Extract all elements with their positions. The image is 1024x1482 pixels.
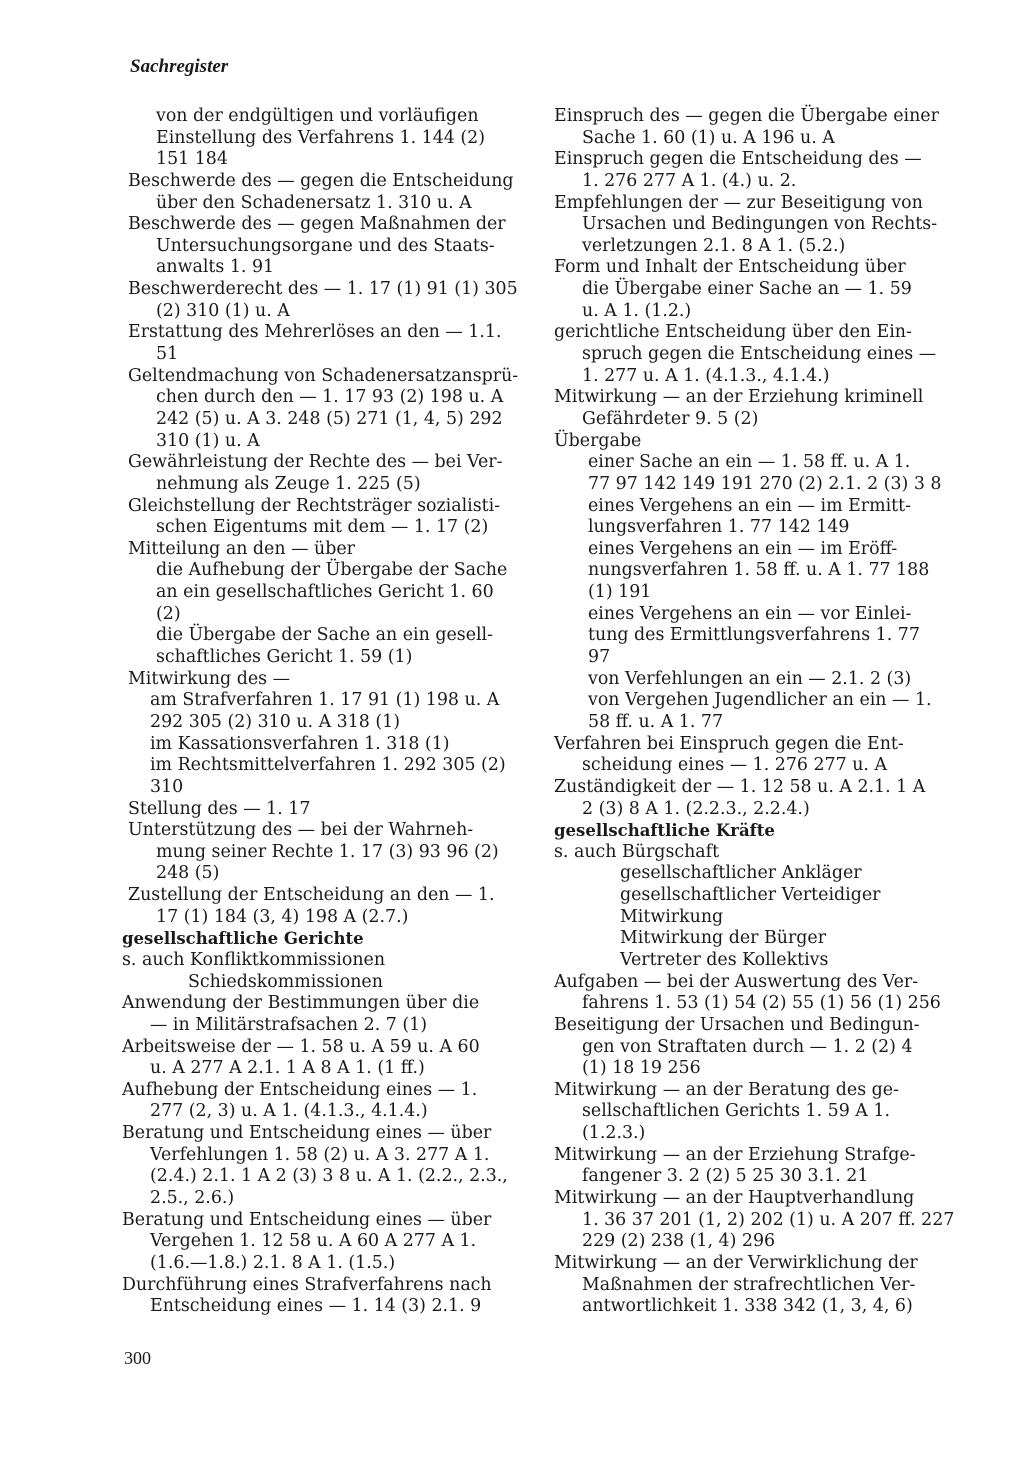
index-line: Aufhebung der Entscheidung eines — 1. [122,1079,478,1100]
running-header: Sachregister [130,56,229,77]
index-line: 2 (3) 8 A 1. (2.2.3., 2.2.4.) [582,798,810,819]
index-line: am Strafverfahren 1. 17 91 (1) 198 u. A [150,690,500,711]
index-line: Durchführung eines Strafverfahrens nach [122,1274,492,1295]
index-line: Maßnahmen der strafrechtlichen Ver- [582,1274,916,1295]
index-line: 2.5., 2.6.) [150,1188,235,1209]
index-line: 277 (2, 3) u. A 1. (4.1.3., 4.1.4.) [150,1101,428,1122]
index-line: Beschwerde des — gegen die Entscheidung [128,170,514,191]
index-line: Empfehlungen der — zur Beseitigung von [554,192,923,213]
index-line: anwalts 1. 91 [156,257,275,278]
index-line: s. auch Konfliktkommissionen [122,949,386,970]
index-line: 51 [156,344,179,365]
index-line: Mitwirkung — an der Hauptverhandlung [554,1188,915,1209]
index-line: Einspruch des — gegen die Übergabe einer [554,106,939,126]
index-line: 1. 36 37 201 (1, 2) 202 (1) u. A 207 ff. 227 [582,1209,955,1230]
index-line: 97 [588,647,611,668]
index-line: Mitwirkung der Bürger [620,928,827,949]
index-line: 248 (5) [156,863,220,884]
index-line: chen durch den — 1. 17 93 (2) 198 u. A [156,387,504,408]
index-line: gesellschaftlicher Verteidiger [620,885,881,906]
index-line: 151 184 [156,149,228,170]
index-line: Gleichstellung der Rechtsträger sozialisti- [128,495,501,516]
index-line: sellschaftlichen Gerichts 1. 59 A 1. [582,1101,890,1122]
index-line: Zustellung der Entscheidung an den — 1. [128,885,495,906]
index-line: Mitwirkung [620,906,724,927]
index-line: die Aufhebung der Übergabe der Sache [156,560,508,581]
index-line: Einstellung des Verfahrens 1. 144 (2) [156,127,486,148]
index-line: spruch gegen die Entscheidung eines — [582,344,937,365]
index-line: (2) 310 (1) u. A [156,300,290,321]
index-line: tung des Ermittlungsverfahrens 1. 77 [588,625,920,646]
index-line: fangener 3. 2 (2) 5 25 30 3.1. 21 [582,1166,869,1187]
index-line: scheidung eines — 1. 276 277 u. A [582,755,888,776]
index-line: Beschwerde des — gegen Maßnahmen der [128,214,506,235]
index-line: 292 305 (2) 310 u. A 318 (1) [150,711,401,732]
page-number: 300 [124,1348,151,1368]
index-line: Gefährdeter 9. 5 (2) [582,408,759,429]
index-line: Arbeitsweise der — 1. 58 u. A 59 u. A 60 [122,1036,480,1057]
index-line: Zuständigkeit der — 1. 12 58 u. A 2.1. 1 A [554,776,926,797]
index-line: (1) 18 19 256 [582,1058,701,1079]
index-line: Vergehen 1. 12 58 u. A 60 A 277 A 1. [150,1231,477,1252]
index-line: über den Schadenersatz 1. 310 u. A [156,192,472,213]
index-line: eines Vergehens an ein — im Ermitt- [588,495,912,516]
index-line: Vertreter des Kollektivs [620,949,829,970]
index-line: Verfehlungen 1. 58 (2) u. A 3. 277 A 1. [150,1144,490,1165]
index-line: (2) [156,603,181,624]
index-line: im Rechtsmittelverfahren 1. 292 305 (2) [150,755,506,776]
index-line: von der endgültigen und vorläufigen [156,106,479,126]
index-line: 77 97 142 149 191 270 (2) 2.1. 2 (3) 3 8 [588,473,942,494]
index-line: eines Vergehens an ein — im Eröff- [588,538,898,559]
index-line: Verfahren bei Einspruch gegen die Ent- [554,733,904,754]
index-line: nungsverfahren 1. 58 ff. u. A 1. 77 188 [588,560,930,581]
index-line: mung seiner Rechte 1. 17 (3) 93 96 (2) [156,841,499,862]
index-line: — in Militärstrafsachen 2. 7 (1) [150,1014,428,1035]
index-line: eines Vergehens an ein — vor Einlei- [588,603,912,624]
index-line: Mitwirkung — an der Beratung des ge- [554,1079,899,1100]
index-line: nehmung als Zeuge 1. 225 (5) [156,473,421,494]
index-line: Beseitigung der Ursachen und Bedingun- [554,1014,920,1035]
index-line: Entscheidung eines — 1. 14 (3) 2.1. 9 [150,1296,482,1317]
index-line: die Übergabe der Sache an ein gesell- [156,625,493,646]
index-line: Mitteilung an den — über [128,538,355,559]
index-line: 242 (5) u. A 3. 248 (5) 271 (1, 4, 5) 292 [156,408,503,429]
index-line: 310 [150,776,184,797]
index-line: u. A 1. (1.2.) [582,300,692,321]
index-line: Einspruch gegen die Entscheidung des — [554,149,922,170]
index-line: Erstattung des Mehrerlöses an den — 1.1. [128,322,502,343]
index-line: schen Eigentums mit dem — 1. 17 (2) [156,517,489,538]
index-line: gesellschaftliche Kräfte [554,821,775,841]
index-line: Beratung und Entscheidung eines — über [122,1123,492,1144]
index-line: Anwendung der Bestimmungen über die [122,993,480,1014]
index-line: Untersuchungsorgane und des Staats- [156,235,495,256]
right-column [554,106,970,1318]
index-line: Beschwerderecht des — 1. 17 (1) 91 (1) 305 [128,279,518,300]
index-line: (2.4.) 2.1. 1 A 2 (3) 3 8 u. A 1. (2.2., 2.3., [150,1166,508,1187]
index-line: s. auch Bürgschaft [554,841,720,862]
index-line: im Kassationsverfahren 1. 318 (1) [150,733,450,754]
index-line: gesellschaftliche Gerichte [122,929,364,949]
index-line: Unterstützung des — bei der Wahrneh- [128,820,474,841]
index-line: schaftliches Gericht 1. 59 (1) [156,647,413,668]
index-line: (1) 191 [588,582,652,603]
index-line: (1.2.3.) [582,1123,646,1144]
index-line: 58 ff. u. A 1. 77 [588,711,724,732]
index-line: gen von Straftaten durch — 1. 2 (2) 4 [582,1036,913,1057]
index-line: Sache 1. 60 (1) u. A 196 u. A [582,127,835,148]
index-line: Mitwirkung — an der Verwirklichung der [554,1252,918,1273]
index-line: (1.6.—1.8.) 2.1. 8 A 1. (1.5.) [150,1252,396,1273]
index-line: Schiedskommissionen [188,971,383,992]
index-line: fahrens 1. 53 (1) 54 (2) 55 (1) 56 (1) 256 [582,993,941,1014]
index-line: Mitwirkung des — [128,668,290,689]
index-line: von Verfehlungen an ein — 2.1. 2 (3) [588,668,912,689]
left-column [122,106,542,1318]
index-line: lungsverfahren 1. 77 142 149 [588,517,850,538]
index-line: antwortlichkeit 1. 338 342 (1, 3, 4, 6) [582,1296,913,1317]
index-line: Beratung und Entscheidung eines — über [122,1209,492,1230]
index-line: Mitwirkung — an der Erziehung kriminell [554,387,924,408]
index-line: an ein gesellschaftliches Gericht 1. 60 [156,582,494,603]
index-line: Stellung des — 1. 17 [128,798,311,819]
index-line: Geltendmachung von Schadenersatzansprü- [128,365,519,386]
index-line: verletzungen 2.1. 8 A 1. (5.2.) [582,235,846,256]
index-line: Ursachen und Bedingungen von Rechts- [582,214,938,235]
index-line: gesellschaftlicher Ankläger [620,863,862,884]
index-line: 17 (1) 184 (3, 4) 198 A (2.7.) [156,906,409,927]
index-line: Form und Inhalt der Entscheidung über [554,257,906,278]
index-line: einer Sache an ein — 1. 58 ff. u. A 1. [588,452,911,473]
index-line: Übergabe [554,430,642,451]
index-line: 310 (1) u. A [156,430,260,451]
index-line: Mitwirkung — an der Erziehung Strafge- [554,1144,916,1165]
index-line: 229 (2) 238 (1, 4) 296 [582,1231,776,1252]
index-line: Aufgaben — bei der Auswertung des Ver- [554,971,919,992]
index-line: 1. 276 277 A 1. (4.) u. 2. [582,170,797,191]
index-line: von Vergehen Jugendlicher an ein — 1. [588,690,932,711]
index-line: die Übergabe einer Sache an — 1. 59 [582,279,912,300]
index-line: Gewährleistung der Rechte des — bei Ver- [128,452,503,473]
index-line: gerichtliche Entscheidung über den Ein- [554,322,912,343]
index-line: 1. 277 u. A 1. (4.1.3., 4.1.4.) [582,365,830,386]
index-line: u. A 277 A 2.1. 1 A 8 A 1. (1 ff.) [150,1058,425,1079]
